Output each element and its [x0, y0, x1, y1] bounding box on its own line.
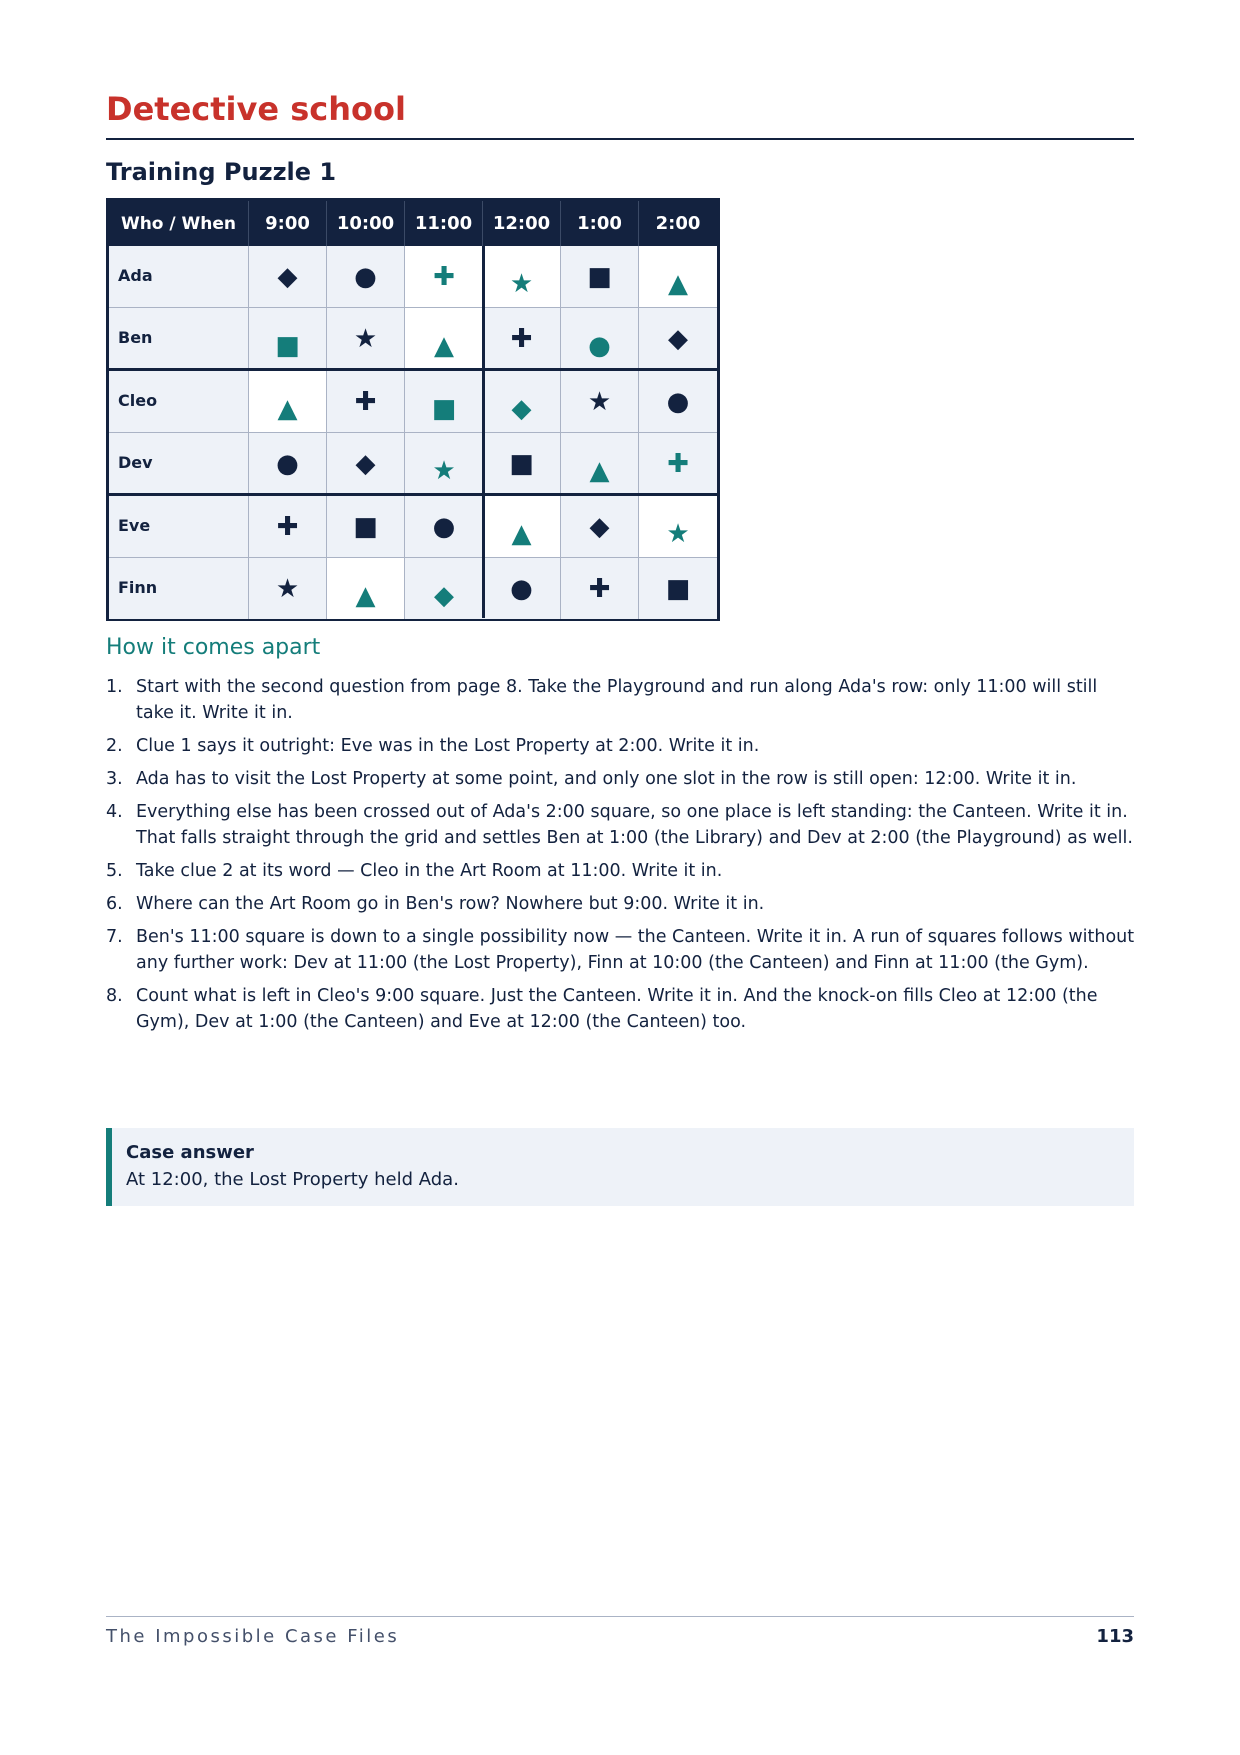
- grid-half-divider: [482, 246, 485, 618]
- star-icon: ★: [639, 496, 717, 557]
- diamond-icon: ◆: [327, 433, 405, 494]
- triangle-icon: ▲: [249, 371, 327, 432]
- star-icon: ★: [561, 371, 639, 432]
- circle-icon: ●: [405, 496, 483, 557]
- grid-row-dev: [109, 432, 717, 493]
- step-item: [106, 891, 1136, 917]
- step-item: [106, 924, 1136, 976]
- step-item: [106, 799, 1136, 851]
- solution-steps: [106, 674, 1136, 1042]
- step-item: [106, 983, 1136, 1035]
- diamond-icon: ◆: [561, 496, 639, 557]
- step-item: [106, 733, 1136, 759]
- circle-icon: ●: [327, 246, 405, 307]
- grid-corner-label: Who / When: [109, 201, 249, 246]
- step-number: 1.: [106, 677, 123, 697]
- grid-time-header: 1:00: [561, 201, 639, 246]
- step-text: Count what is left in Cleo's 9:00 square. Just the Canteen. Write it in. And the knock-on fills Cleo at 12:00 (the Gym), Dev at 1:00 (the Canteen) and Eve at 12:00 (the Canteen) too.: [136, 986, 1098, 1032]
- step-text: Take clue 2 at its word — Cleo in the Art Room at 11:00. Write it in.: [136, 861, 723, 881]
- grid-time-header: 10:00: [327, 201, 405, 246]
- step-item: [106, 766, 1136, 792]
- triangle-icon: ▲: [327, 558, 405, 619]
- section-heading: How it comes apart: [106, 635, 321, 660]
- step-number: 7.: [106, 927, 123, 947]
- step-text: Ben's 11:00 square is down to a single possibility now — the Canteen. Write it in. A run of squares follows without any further work: Dev at 11:00 (the Lost Property), Finn at 10:00 (the Canteen) and Finn at 11:00 (the Gym).: [136, 927, 1135, 973]
- grid-row-ada: [109, 246, 717, 307]
- footer-book-title: The Impossible Case Files: [106, 1626, 400, 1647]
- case-answer-box: [106, 1128, 1134, 1206]
- plus-icon: ✚: [405, 246, 483, 307]
- grid-row-ben: [109, 307, 717, 368]
- square-icon: ■: [561, 246, 639, 307]
- step-text: Clue 1 says it outright: Eve was in the Lost Property at 2:00. Write it in.: [136, 736, 760, 756]
- circle-icon: ●: [561, 308, 639, 369]
- page-number: 113: [1096, 1626, 1134, 1647]
- title-divider: [106, 138, 1134, 140]
- square-icon: ■: [483, 433, 561, 494]
- step-text: Everything else has been crossed out of Ada's 2:00 square, so one place is left standing: the Canteen. Write it in. That falls straight through the grid and settles Ben at 1:00 (the Library) and Dev at 2:00 (the Playground) as well.: [136, 802, 1133, 848]
- step-text: Ada has to visit the Lost Property at some point, and only one slot in the row is still open: 12:00. Write it in.: [136, 769, 1077, 789]
- star-icon: ★: [405, 433, 483, 494]
- grid-person-name: Finn: [109, 558, 249, 619]
- plus-icon: ✚: [249, 496, 327, 557]
- grid-person-name: Dev: [109, 433, 249, 494]
- star-icon: ★: [327, 308, 405, 369]
- grid-row-cleo: [109, 371, 717, 432]
- step-number: 6.: [106, 894, 123, 914]
- diamond-icon: ◆: [405, 558, 483, 619]
- diamond-icon: ◆: [639, 308, 717, 369]
- logic-grid: [106, 198, 720, 621]
- square-icon: ■: [327, 496, 405, 557]
- diamond-icon: ◆: [483, 371, 561, 432]
- puzzle-title: Training Puzzle 1: [106, 158, 337, 186]
- grid-person-name: Eve: [109, 496, 249, 557]
- plus-icon: ✚: [327, 371, 405, 432]
- grid-person-name: Ada: [109, 246, 249, 307]
- triangle-icon: ▲: [483, 496, 561, 557]
- square-icon: ■: [249, 308, 327, 369]
- step-number: 3.: [106, 769, 123, 789]
- plus-icon: ✚: [639, 433, 717, 494]
- star-icon: ★: [249, 558, 327, 619]
- grid-time-header: 12:00: [483, 201, 561, 246]
- grid-person-name: Ben: [109, 308, 249, 369]
- triangle-icon: ▲: [639, 246, 717, 307]
- triangle-icon: ▲: [405, 308, 483, 369]
- square-icon: ■: [405, 371, 483, 432]
- footer-divider: [106, 1616, 1134, 1617]
- plus-icon: ✚: [483, 308, 561, 369]
- step-item: [106, 674, 1136, 726]
- square-icon: ■: [639, 558, 717, 619]
- grid-time-header: 9:00: [249, 201, 327, 246]
- step-text: Where can the Art Room go in Ben's row? Nowhere but 9:00. Write it in.: [136, 894, 765, 914]
- grid-row-finn: [109, 557, 717, 618]
- circle-icon: ●: [483, 558, 561, 619]
- diamond-icon: ◆: [249, 246, 327, 307]
- case-answer-label: Case answer: [126, 1142, 254, 1163]
- grid-row-eve: [109, 496, 717, 557]
- circle-icon: ●: [249, 433, 327, 494]
- star-icon: ★: [483, 246, 561, 307]
- circle-icon: ●: [639, 371, 717, 432]
- triangle-icon: ▲: [561, 433, 639, 494]
- step-number: 2.: [106, 736, 123, 756]
- step-number: 5.: [106, 861, 123, 881]
- case-answer-text: At 12:00, the Lost Property held Ada.: [126, 1169, 459, 1190]
- step-text: Start with the second question from page 8. Take the Playground and run along Ada's row: only 11:00 will still take it. Write it in.: [136, 677, 1098, 723]
- plus-icon: ✚: [561, 558, 639, 619]
- grid-time-header: 2:00: [655, 213, 701, 234]
- chapter-title: Detective school: [106, 90, 406, 128]
- grid-person-name: Cleo: [109, 371, 249, 432]
- step-item: [106, 858, 1136, 884]
- grid-header-row: [109, 201, 717, 246]
- grid-time-header: 11:00: [405, 201, 483, 246]
- step-number: 8.: [106, 986, 123, 1006]
- step-number: 4.: [106, 802, 123, 822]
